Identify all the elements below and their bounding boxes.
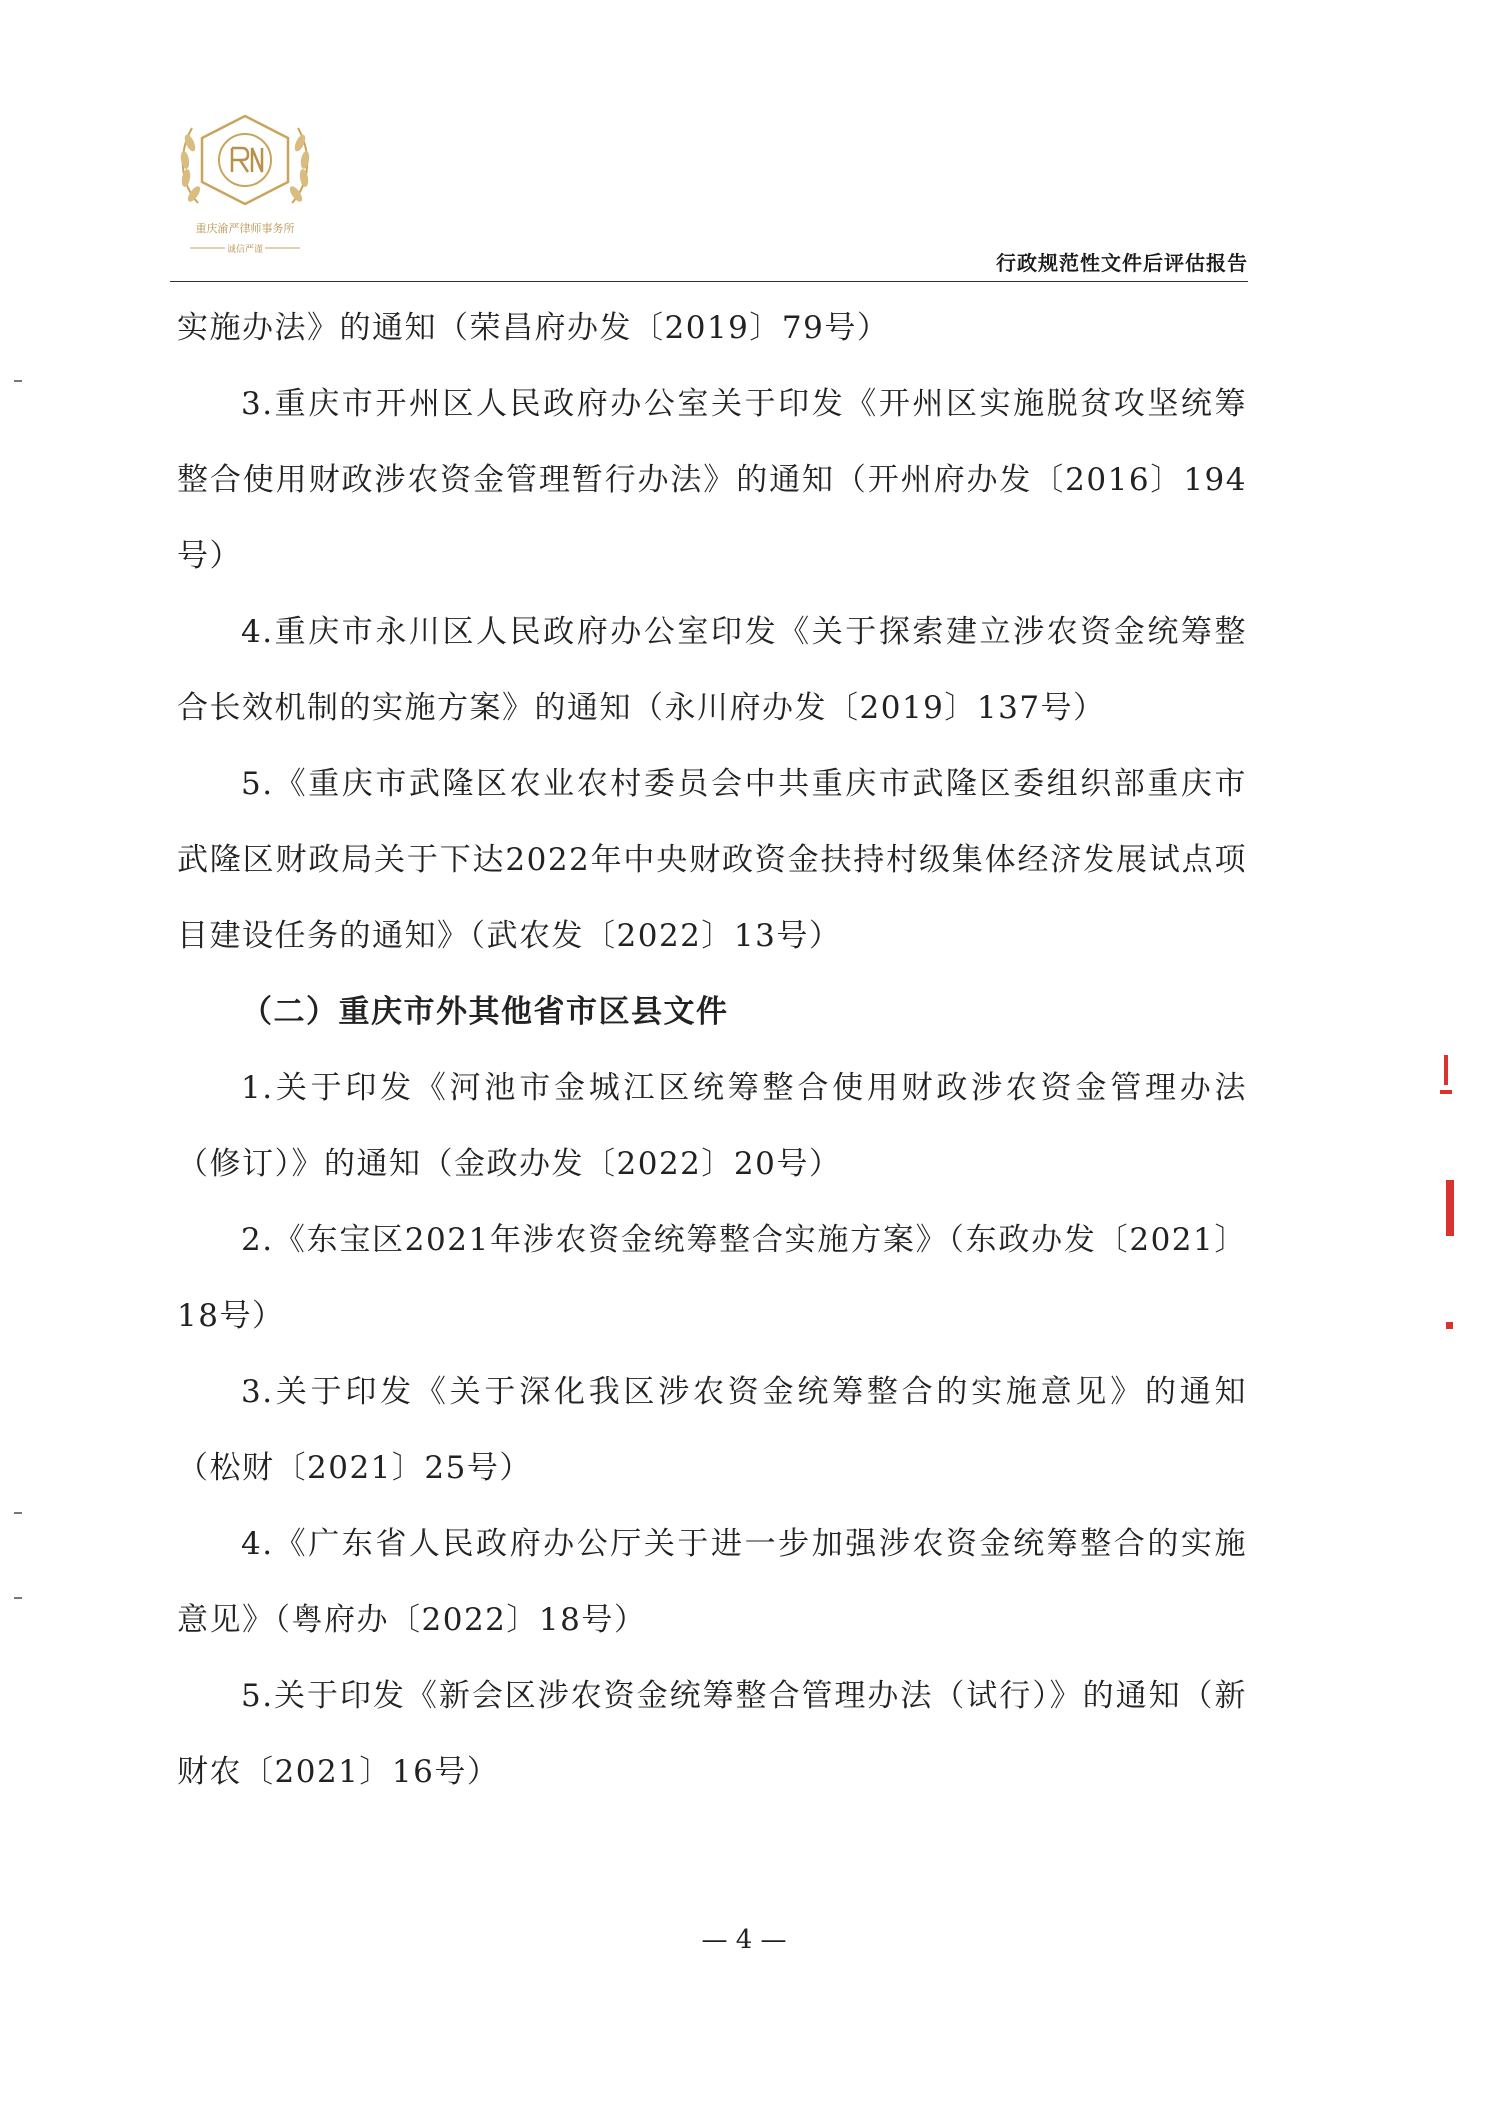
seal-fragment-mark — [1446, 1180, 1454, 1236]
header-divider — [170, 281, 1248, 282]
list-item: 3.关于印发《关于深化我区涉农资金统筹整合的实施意见》的通知（松财〔2021〕25号） — [177, 1374, 1247, 1486]
list-item: 1.关于印发《河池市金城江区统筹整合使用财政涉农资金管理办法（修订）》的通知（金政办发〔2022〕20号） — [177, 1070, 1247, 1182]
list-item: 5.关于印发《新会区涉农资金统筹整合管理办法（试行）》的通知（新财农〔2021〕16号） — [177, 1678, 1247, 1790]
law-firm-logo — [170, 108, 320, 268]
list-item: 2.《东宝区2021年涉农资金统筹整合实施方案》（东政办发〔2021〕18号） — [177, 1222, 1247, 1334]
laurel-emblem-icon — [170, 108, 320, 268]
page-number: — 4 — — [701, 1925, 787, 1955]
report-title: 行政规范性文件后评估报告 — [996, 251, 1248, 275]
scan-dash-mark — [14, 1512, 22, 1514]
scan-dash-mark — [14, 1597, 22, 1599]
list-item: 4.重庆市永川区人民政府办公室印发《关于探索建立涉农资金统筹整合长效机制的实施方案》的通知（永川府办发〔2019〕137号） — [177, 614, 1247, 726]
svg-text:重庆渝严律师事务所: 重庆渝严律师事务所 — [195, 222, 295, 235]
section-heading: （二）重庆市外其他省市区县文件 — [241, 994, 729, 1030]
document-body — [177, 290, 1247, 1810]
paragraph-continuation: 实施办法》的通知（荣昌府办发〔2019〕79号） — [177, 310, 890, 346]
seal-fragment-mark — [1440, 1090, 1452, 1094]
list-item: 4.《广东省人民政府办公厅关于进一步加强涉农资金统筹整合的实施意见》（粤府办〔2022〕18号） — [177, 1526, 1247, 1638]
list-item: 3.重庆市开州区人民政府办公室关于印发《开州区实施脱贫攻坚统筹整合使用财政涉农资金管理暂行办法》的通知（开州府办发〔2016〕194号） — [177, 386, 1247, 574]
seal-fragment-mark — [1446, 1322, 1453, 1329]
scan-dash-mark — [14, 380, 22, 382]
svg-text:诚信严谨: 诚信严谨 — [226, 245, 264, 255]
seal-fragment-mark — [1444, 1055, 1448, 1085]
list-item: 5.《重庆市武隆区农业农村委员会中共重庆市武隆区委组织部重庆市武隆区财政局关于下达2022年中央财政资金扶持村级集体经济发展试点项目建设任务的通知》（武农发〔2022〕13号） — [177, 766, 1247, 954]
